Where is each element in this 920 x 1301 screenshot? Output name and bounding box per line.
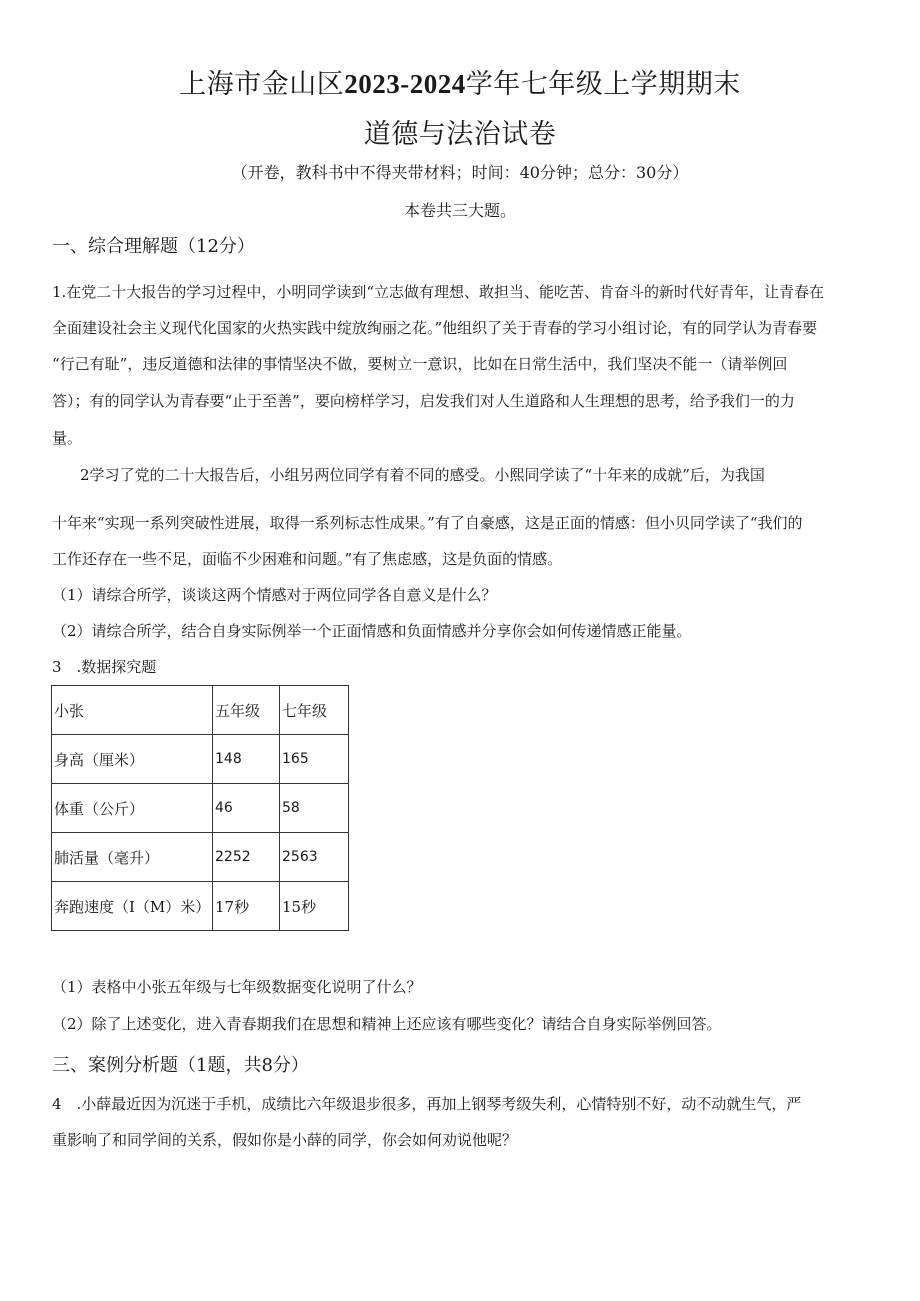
q2-sub2: （2）请综合所学，结合自身实际例举一个正面情感和负面情感并分享你会如何传递情感正能量。 xyxy=(52,622,692,640)
table-row xyxy=(52,735,349,784)
table-cell: 体重（公斤） xyxy=(52,784,213,833)
table-cell: 肺活量（毫升） xyxy=(52,833,213,882)
table-cell: 身高（厘米） xyxy=(52,735,213,784)
q3-title: 3 .数据探究题 xyxy=(52,658,157,676)
table-cell: 2563 xyxy=(280,833,349,882)
table-row xyxy=(52,784,349,833)
table-cell: 2252 xyxy=(213,833,280,882)
title-prefix: 上海市金山区 xyxy=(179,69,345,100)
q2-line: 十年来“实现一系列突破性进展，取得一系列标志性成果。”有了自豪感，这是正面的情感：但小贝同学读了“我们的 xyxy=(52,514,803,532)
q4-line: 重影响了和同学间的关系，假如你是小薛的同学，你会如何劝说他呢？ xyxy=(52,1131,518,1149)
table-header-row xyxy=(52,686,349,735)
page-subtitle: 道德与法治试卷 xyxy=(363,119,557,150)
table-row xyxy=(52,833,349,882)
q4-line: 4 .小薛最近因为沉迷于手机，成绩比六年级退步很多，再加上钢琴考级失利，心情特别不好，动不动就生气，严 xyxy=(52,1095,802,1113)
title-suffix: 学年七年级上学期期末 xyxy=(465,69,741,100)
table-cell: 165 xyxy=(280,735,349,784)
title-years: 2023-2024 xyxy=(344,69,466,99)
q1-line: 答）；有的同学认为青春要“止于至善”，要向榜样学习，启发我们对人生道路和人生理想的思考，给予我们一的力 xyxy=(52,392,795,410)
data-table xyxy=(51,685,349,931)
q1-line: “行己有耻”，违反道德和法律的事情坚决不做，要树立一意识，比如在日常生活中，我们坚决不能一（请举例回 xyxy=(52,355,788,373)
q1-line: 量。 xyxy=(52,429,83,447)
q2-line: 2学习了党的二十大报告后，小组另两位同学有着不同的感受。小熙同学读了“十年来的成就”后，为我国 xyxy=(80,466,765,484)
section3-heading: 三、案例分析题（1题，共8分） xyxy=(52,1055,309,1076)
q2-sub1: （1）请综合所学，谈谈这两个情感对于两位同学各自意义是什么？ xyxy=(52,586,497,604)
table-cell: 46 xyxy=(213,784,280,833)
table-header-cell: 五年级 xyxy=(213,686,280,735)
exam-info: （开卷，教科书中不得夹带材料；时间：40分钟；总分：30分） xyxy=(231,163,689,182)
section1-heading: 一、综合理解题（12分） xyxy=(52,236,255,257)
q2-line: 工作还存在一些不足，面临不少困难和问题。”有了焦虑感，这是负面的情感。 xyxy=(52,550,563,568)
volume-note: 本卷共三大题。 xyxy=(403,201,516,220)
table-cell: 148 xyxy=(213,735,280,784)
table-header-cell: 七年级 xyxy=(280,686,349,735)
q3-sub2: （2）除了上述变化，进入青春期我们在思想和精神上还应该有哪些变化？请结合自身实际举例回答。 xyxy=(52,1015,722,1033)
table-cell: 15秒 xyxy=(280,882,349,931)
q1-line: 1.在党二十大报告的学习过程中，小明同学读到“立志做有理想、敢担当、能吃苦、肯奋斗的新时代好青年，让青春在 xyxy=(52,283,824,301)
table-cell: 17秒 xyxy=(213,882,280,931)
table-cell: 奔跑速度（I（M）米） xyxy=(52,882,213,931)
table-row xyxy=(52,882,349,931)
q3-sub1: （1）表格中小张五年级与七年级数据变化说明了什么？ xyxy=(52,978,422,996)
table-header-cell: 小张 xyxy=(52,686,213,735)
page-title xyxy=(0,62,920,101)
q1-line: 全面建设社会主义现代化国家的火热实践中绽放绚丽之花。”他组织了关于青春的学习小组讨论，有的同学认为青春要 xyxy=(52,319,818,337)
table-cell: 58 xyxy=(280,784,349,833)
